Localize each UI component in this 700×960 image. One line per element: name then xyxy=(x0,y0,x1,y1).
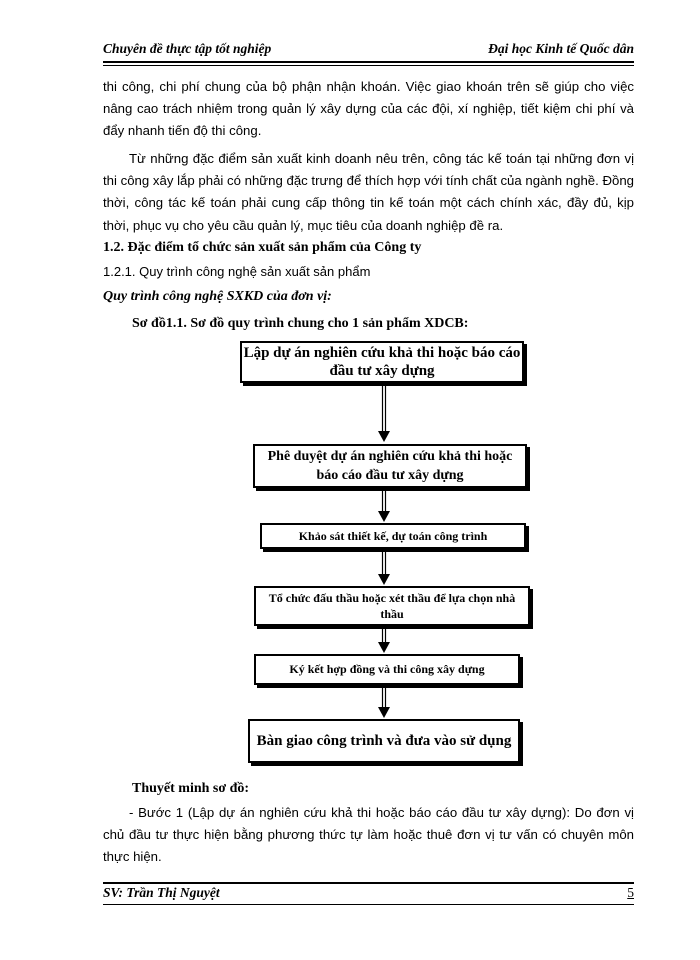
section-heading-1-2-1: 1.2.1. Quy trình công nghệ sản xuất sản phẩm xyxy=(103,264,371,279)
process-heading: Quy trình công nghệ SXKD của đơn vị: xyxy=(103,289,332,304)
flow-step-5: Ký kết hợp đồng và thi công xây dựng xyxy=(254,654,520,685)
header-right: Đại học Kinh tế Quốc dân xyxy=(488,41,634,56)
page-header xyxy=(103,38,634,60)
flow-step-6: Bàn giao công trình và đưa vào sử dụng xyxy=(248,719,520,763)
flow-arrow-4 xyxy=(376,624,392,653)
flow-step-2: Phê duyệt dự án nghiên cứu khả thi hoặc báo cáo đầu tư xây dựng xyxy=(253,444,527,488)
header-rule-thin xyxy=(103,65,634,66)
page-number: 5 xyxy=(627,885,634,900)
flow-arrow-1 xyxy=(376,381,392,442)
paragraph-3: - Bước 1 (Lập dự án nghiên cứu khả thi hoặc báo cáo đầu tư xây dựng): Do đơn vị chủ đầu tư thực hiện bằng phương thức tự làm hoặc thuê đơn vị tư vấn có chuyên môn thực hiện. xyxy=(103,805,634,865)
flow-arrow-2 xyxy=(376,486,392,522)
footer-rule xyxy=(103,882,634,884)
section-heading-1-2: 1.2. Đặc điểm tổ chức sản xuất sản phẩm của Công ty xyxy=(103,240,422,255)
footer-rule-thin xyxy=(103,904,634,905)
page-footer xyxy=(103,885,634,905)
footer-student: SV: Trần Thị Nguyệt xyxy=(103,885,220,900)
header-left: Chuyên đề thực tập tốt nghiệp xyxy=(103,41,272,56)
flow-step-4: Tổ chức đấu thầu hoặc xét thầu để lựa chọn nhà thầu xyxy=(254,586,530,626)
paragraph-2: Từ những đặc điểm sản xuất kinh doanh nêu trên, công tác kế toán tại những đơn vị thi công xây lắp phải có những đặc trưng để thích hợp với tính chất của ngành nghề. Đồng thời, công tác kế toán phải cung cấp thông tin kế toán một cách chính xác, đầy đủ, kịp thời, phục vụ cho yêu cầu quản lý, mục tiêu của doanh nghiệp đề ra. xyxy=(103,151,634,233)
flow-arrow-5 xyxy=(376,683,392,718)
flow-arrow-3 xyxy=(376,547,392,585)
explain-heading: Thuyết minh sơ đồ: xyxy=(132,781,250,796)
diagram-title: Sơ đồ1.1. Sơ đồ quy trình chung cho 1 sản phẩm XDCB: xyxy=(132,316,469,331)
header-rule xyxy=(103,61,634,63)
flow-step-3: Khảo sát thiết kế, dự toán công trình xyxy=(260,523,526,549)
paragraph-1: thi công, chi phí chung của bộ phận nhận khoán. Việc giao khoán trên sẽ giúp cho việc nâng cao trách nhiệm trong quản lý xây dựng của các đội, xí nghiệp, tiết kiệm chi phí và đẩy nhanh tiến độ thi công. xyxy=(103,79,634,139)
flow-step-1: Lập dự án nghiên cứu khả thi hoặc báo cáo đầu tư xây dựng xyxy=(240,341,524,383)
